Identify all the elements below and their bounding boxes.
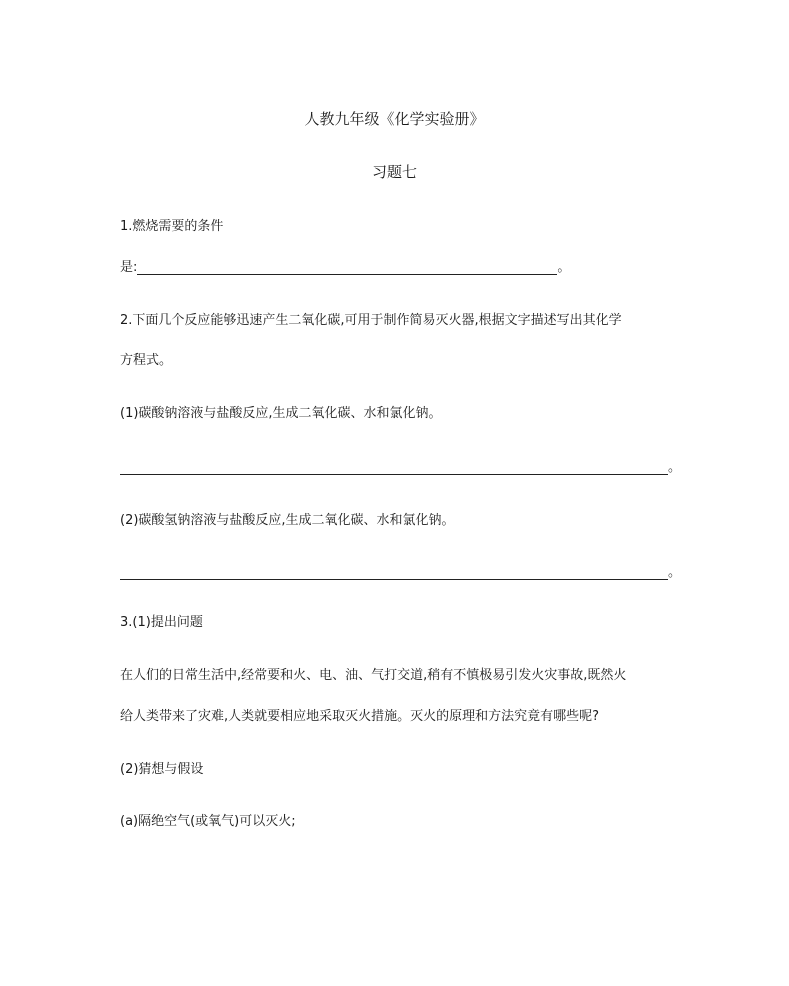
- question-1-answer-row: [120, 256, 570, 275]
- question-3-hypothesis-heading: (2)猜想与假设: [120, 762, 204, 777]
- question-3-heading: 3.(1)提出问题: [120, 615, 203, 630]
- question-1-text: 1.燃烧需要的条件: [120, 219, 224, 234]
- question-2-part1-answer-blank[interactable]: [120, 460, 668, 475]
- question-3-hypothesis-a: (a)隔绝空气(或氧气)可以灭火;: [120, 814, 296, 829]
- question-1-answer-suffix: 。: [557, 260, 571, 275]
- question-1-answer-prefix: 是:: [120, 260, 138, 275]
- question-2-text-line1: 2.下面几个反应能够迅速产生二氧化碳,可用于制作简易灭火器,根据文字描述写出其化学: [120, 313, 622, 328]
- question-2-part1-answer-suffix: 。: [668, 460, 682, 475]
- question-2-part1-answer-row: [120, 456, 681, 475]
- question-2-part2-text: (2)碳酸氢钠溶液与盐酸反应,生成二氧化碳、水和氯化钠。: [120, 513, 455, 528]
- question-2-part2-answer-blank[interactable]: [120, 565, 668, 580]
- question-3-paragraph-line1: 在人们的日常生活中,经常要和火、电、油、气打交道,稍有不慎极易引发火灾事故,既然火: [120, 668, 627, 683]
- question-3-paragraph-line2: 给人类带来了灾难,人类就要相应地采取灭火措施。灭火的原理和方法究竟有哪些呢?: [120, 709, 600, 724]
- question-2-part2-answer-row: [120, 561, 681, 580]
- question-2-part1-text: (1)碳酸钠溶液与盐酸反应,生成二氧化碳、水和氯化钠。: [120, 406, 442, 421]
- question-1-answer-blank[interactable]: [137, 260, 557, 275]
- document-title: 人教九年级《化学实验册》: [304, 110, 485, 128]
- exercise-title: 习题七: [371, 163, 417, 181]
- question-2-text-line2: 方程式。: [120, 353, 173, 368]
- question-2-part2-answer-suffix: 。: [668, 565, 682, 580]
